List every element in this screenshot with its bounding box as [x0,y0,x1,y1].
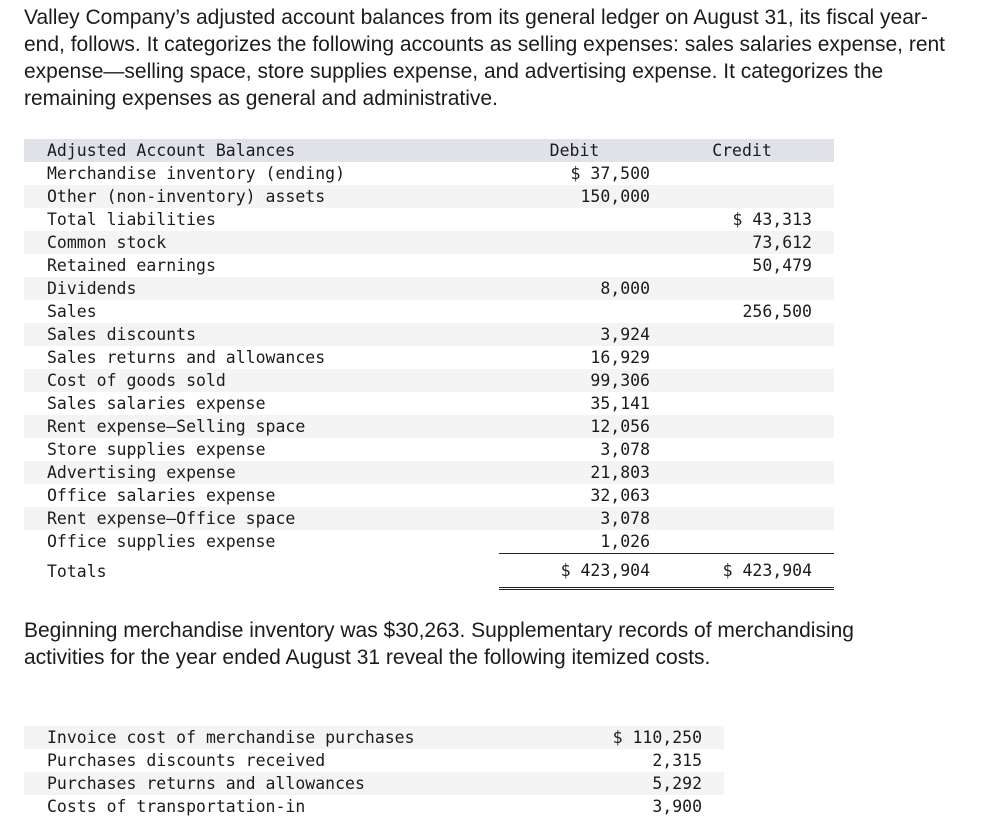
account-label: Rent expense—Selling space [24,415,499,438]
account-label: Other (non-inventory) assets [24,185,499,208]
table-row [24,323,834,346]
account-label: Sales salaries expense [24,392,499,415]
credit-amount [672,369,834,392]
credit-amount [672,507,834,530]
debit-amount: 35,141 [499,392,672,415]
table-row [24,162,834,185]
credit-amount [672,323,834,346]
debit-amount [499,208,672,231]
ledger-header-row [24,139,834,162]
cost-label: Purchases discounts received [24,749,567,772]
totals-debit: $ 423,904 [499,554,672,589]
debit-amount: 8,000 [499,277,672,300]
table-row [24,300,834,323]
credit-amount: 256,500 [672,300,834,323]
debit-amount [499,300,672,323]
ledger-header-label: Adjusted Account Balances [24,139,499,162]
supplementary-paragraph: Beginning merchandise inventory was $30,263. Supplementary records of merchandising activities for the year ended August 31 reveal the following itemized costs. [24,619,854,669]
debit-amount: 16,929 [499,346,672,369]
debit-amount: 99,306 [499,369,672,392]
account-label: Cost of goods sold [24,369,499,392]
credit-amount [672,185,834,208]
cost-amount: 2,315 [567,749,724,772]
table-row [24,772,724,795]
debit-amount: 12,056 [499,415,672,438]
credit-amount [672,530,834,554]
table-row [24,415,834,438]
debit-amount: 3,078 [499,438,672,461]
table-row [24,795,724,818]
debit-amount: 3,078 [499,507,672,530]
totals-credit: $ 423,904 [672,554,834,589]
debit-amount: 150,000 [499,185,672,208]
table-row [24,208,834,231]
table-row [24,507,834,530]
table-row [24,749,724,772]
adjusted-balances-table [24,139,834,590]
credit-amount [672,461,834,484]
credit-amount [672,415,834,438]
account-label: Sales [24,300,499,323]
account-label: Retained earnings [24,254,499,277]
account-label: Dividends [24,277,499,300]
intro-paragraph: Valley Company’s adjusted account balances from its general ledger on August 31, its fiscal year-end, follows. It categorizes the following accounts as selling expenses: sales salaries expense, rent expense—selling space, store supplies expense, and advertising expense. It categorizes the remaining expenses as general and administrative. [24,6,946,110]
credit-amount [672,392,834,415]
account-label: Office supplies expense [24,530,499,554]
credit-amount: 50,479 [672,254,834,277]
cost-amount: 3,900 [567,795,724,818]
table-row [24,461,834,484]
cost-label: Costs of transportation-in [24,795,567,818]
cost-label: Invoice cost of merchandise purchases [24,726,567,749]
ledger-header-credit: Credit [672,139,834,162]
account-label: Common stock [24,231,499,254]
table-row [24,392,834,415]
table-row [24,438,834,461]
table-row [24,346,834,369]
account-label: Sales discounts [24,323,499,346]
table-row [24,254,834,277]
ledger-header-debit: Debit [499,139,672,162]
account-label: Store supplies expense [24,438,499,461]
cost-amount: $ 110,250 [567,726,724,749]
debit-amount: $ 37,500 [499,162,672,185]
cost-label: Purchases returns and allowances [24,772,567,795]
debit-amount: 21,803 [499,461,672,484]
account-label: Office salaries expense [24,484,499,507]
table-row [24,231,834,254]
table-row [24,369,834,392]
table-row [24,185,834,208]
debit-amount: 1,026 [499,530,672,554]
table-row [24,277,834,300]
totals-label: Totals [24,554,499,589]
debit-amount [499,231,672,254]
credit-amount [672,162,834,185]
credit-amount [672,346,834,369]
credit-amount [672,277,834,300]
totals-row [24,554,834,589]
table-row [24,726,724,749]
debit-amount: 32,063 [499,484,672,507]
debit-amount: 3,924 [499,323,672,346]
credit-amount [672,438,834,461]
account-label: Advertising expense [24,461,499,484]
credit-amount: 73,612 [672,231,834,254]
credit-amount: $ 43,313 [672,208,834,231]
table-row [24,530,834,554]
account-label: Sales returns and allowances [24,346,499,369]
account-label: Total liabilities [24,208,499,231]
account-label: Rent expense—Office space [24,507,499,530]
supplementary-costs-table [24,726,724,818]
account-label: Merchandise inventory (ending) [24,162,499,185]
credit-amount [672,484,834,507]
table-row [24,484,834,507]
cost-amount: 5,292 [567,772,724,795]
debit-amount [499,254,672,277]
